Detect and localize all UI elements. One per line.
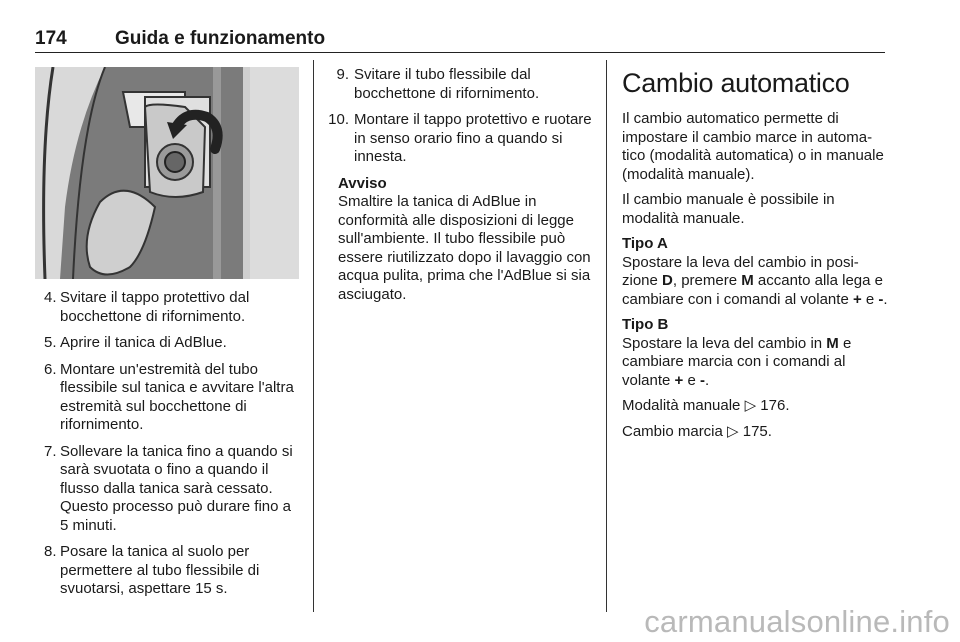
adblue-filler-figure xyxy=(35,67,299,279)
steps-list xyxy=(326,66,593,167)
page-title: Guida e funzionamento xyxy=(115,28,326,49)
page-header xyxy=(35,28,885,53)
intro-paragraph: Il cambio manuale è possibile in modalità manuale. xyxy=(622,191,835,227)
fuel-cap-icon xyxy=(35,67,299,279)
note-text: Smaltire la tanica di AdBlue in conformità alle disposizioni di legge sull'ambiente. Il tubo flessibile può essere riutilizzato dopo il lavaggio con acqua pulita, prima che l'AdBlue si sia asciugato. xyxy=(338,193,591,303)
list-item: 4. Svitare il tappo protettivo dal bocchettone di rifornimento. xyxy=(44,289,250,325)
type-a-paragraph: Spostare la leva del cambio in posizione D, premere M accanto alla lega e cambiare con i comandi al volante + e -. xyxy=(622,253,888,308)
column-divider xyxy=(606,60,607,612)
list-item: 5. Aprire il tanica di AdBlue. xyxy=(44,334,227,351)
type-b-paragraph: Spostare la leva del cambio in M e cambiare marcia con i comandi al volante + e -. xyxy=(622,334,852,389)
list-item: 7. Sollevare la tanica fino a quando si sarà svuotata o fino a quando il flusso dalla tanica sarà cessato. Questo processo può durare fino a 5 minuti. xyxy=(44,442,293,534)
steps-list xyxy=(35,289,299,607)
intro-paragraph: Il cambio automatico permette di impostare il cambio marce in automatico (modalità automatica) o in manuale (modalità manuale). xyxy=(622,110,884,183)
list-item: 9. Svitare il tubo flessibile dal bocchettone di rifornimento. xyxy=(336,66,540,102)
column-middle xyxy=(326,60,593,304)
watermark: carmanualsonline.info xyxy=(644,604,950,639)
page-ref-icon: ▷ xyxy=(744,397,757,414)
subheading-type-b: Tipo B xyxy=(622,316,669,333)
list-item: 6. Montare un'estremità del tubo flessibile sul tanica e avvitare l'altra estremità sul bocchettone di rifornimento. xyxy=(44,360,294,433)
list-item: 10. Montare il tappo protettivo e ruotare in senso orario fino a quando si innesta. xyxy=(328,111,592,165)
column-right xyxy=(622,60,888,448)
list-item: 8. Posare la tanica al suolo per permettere al tubo flessibile di svuotarsi, aspettare 15 s. xyxy=(44,543,260,597)
page-number: 174 xyxy=(35,28,67,49)
note-block xyxy=(326,175,593,305)
subheading-type-a: Tipo A xyxy=(622,235,668,252)
page-ref-icon: ▷ xyxy=(727,422,739,440)
cross-reference[interactable]: Cambio marcia ▷ 175. xyxy=(622,422,772,440)
note-title: Avviso xyxy=(338,174,387,192)
cross-reference[interactable]: Modalità manuale ▷ 176. xyxy=(622,397,790,414)
section-title: Cambio automatico xyxy=(622,68,850,98)
column-divider xyxy=(313,60,314,612)
